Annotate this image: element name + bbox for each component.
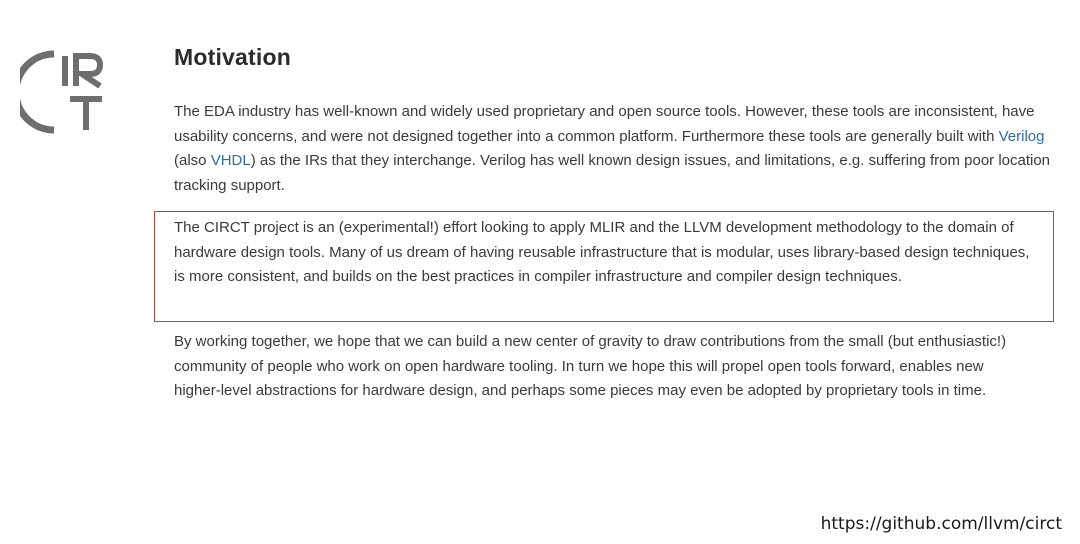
content-section (174, 44, 1054, 198)
source-url: https://github.com/llvm/circt (820, 514, 1062, 534)
circt-logo-graphic (20, 46, 112, 138)
paragraph1-text-c: ) as the IRs that they interchange. Verilog has well known design issues, and limitations, e.g. suffering from poor location tracking support. (174, 152, 1051, 194)
paragraph-working-together: By working together, we hope that we can build a new center of gravity to draw contributions from the small (but enthusiastic!) community of people who work on open hardware tooling. In turn we hope this will propel open tools forward, enables new higher-level abstractions for hardware design, and perhaps some pieces may even be adopted by proprietary tools in time. (174, 333, 1007, 399)
circt-logo (20, 46, 112, 138)
paragraph1-text-b: (also (174, 152, 211, 169)
paragraph-circt-project: The CIRCT project is an (experimental!) effort looking to apply MLIR and the LLVM development methodology to the domain of hardware design tools. Many of us dream of having reusable infrastructure that is modular, uses library-based design techniques, is more consistent, and builds on the best practices in compiler infrastructure and compiler design techniques. (174, 219, 1030, 285)
paragraph-eda-tools (174, 100, 1054, 198)
paragraph1-text-a: The EDA industry has well-known and widely used proprietary and open source tools. However, these tools are inconsistent, have usability concerns, and were not designed together into a common platform. Furthermore these tools are generally built with (174, 103, 1035, 145)
vhdl-link[interactable]: VHDL (210, 152, 251, 169)
verilog-link[interactable]: Verilog (998, 127, 1045, 145)
section-heading: Motivation (174, 44, 291, 70)
